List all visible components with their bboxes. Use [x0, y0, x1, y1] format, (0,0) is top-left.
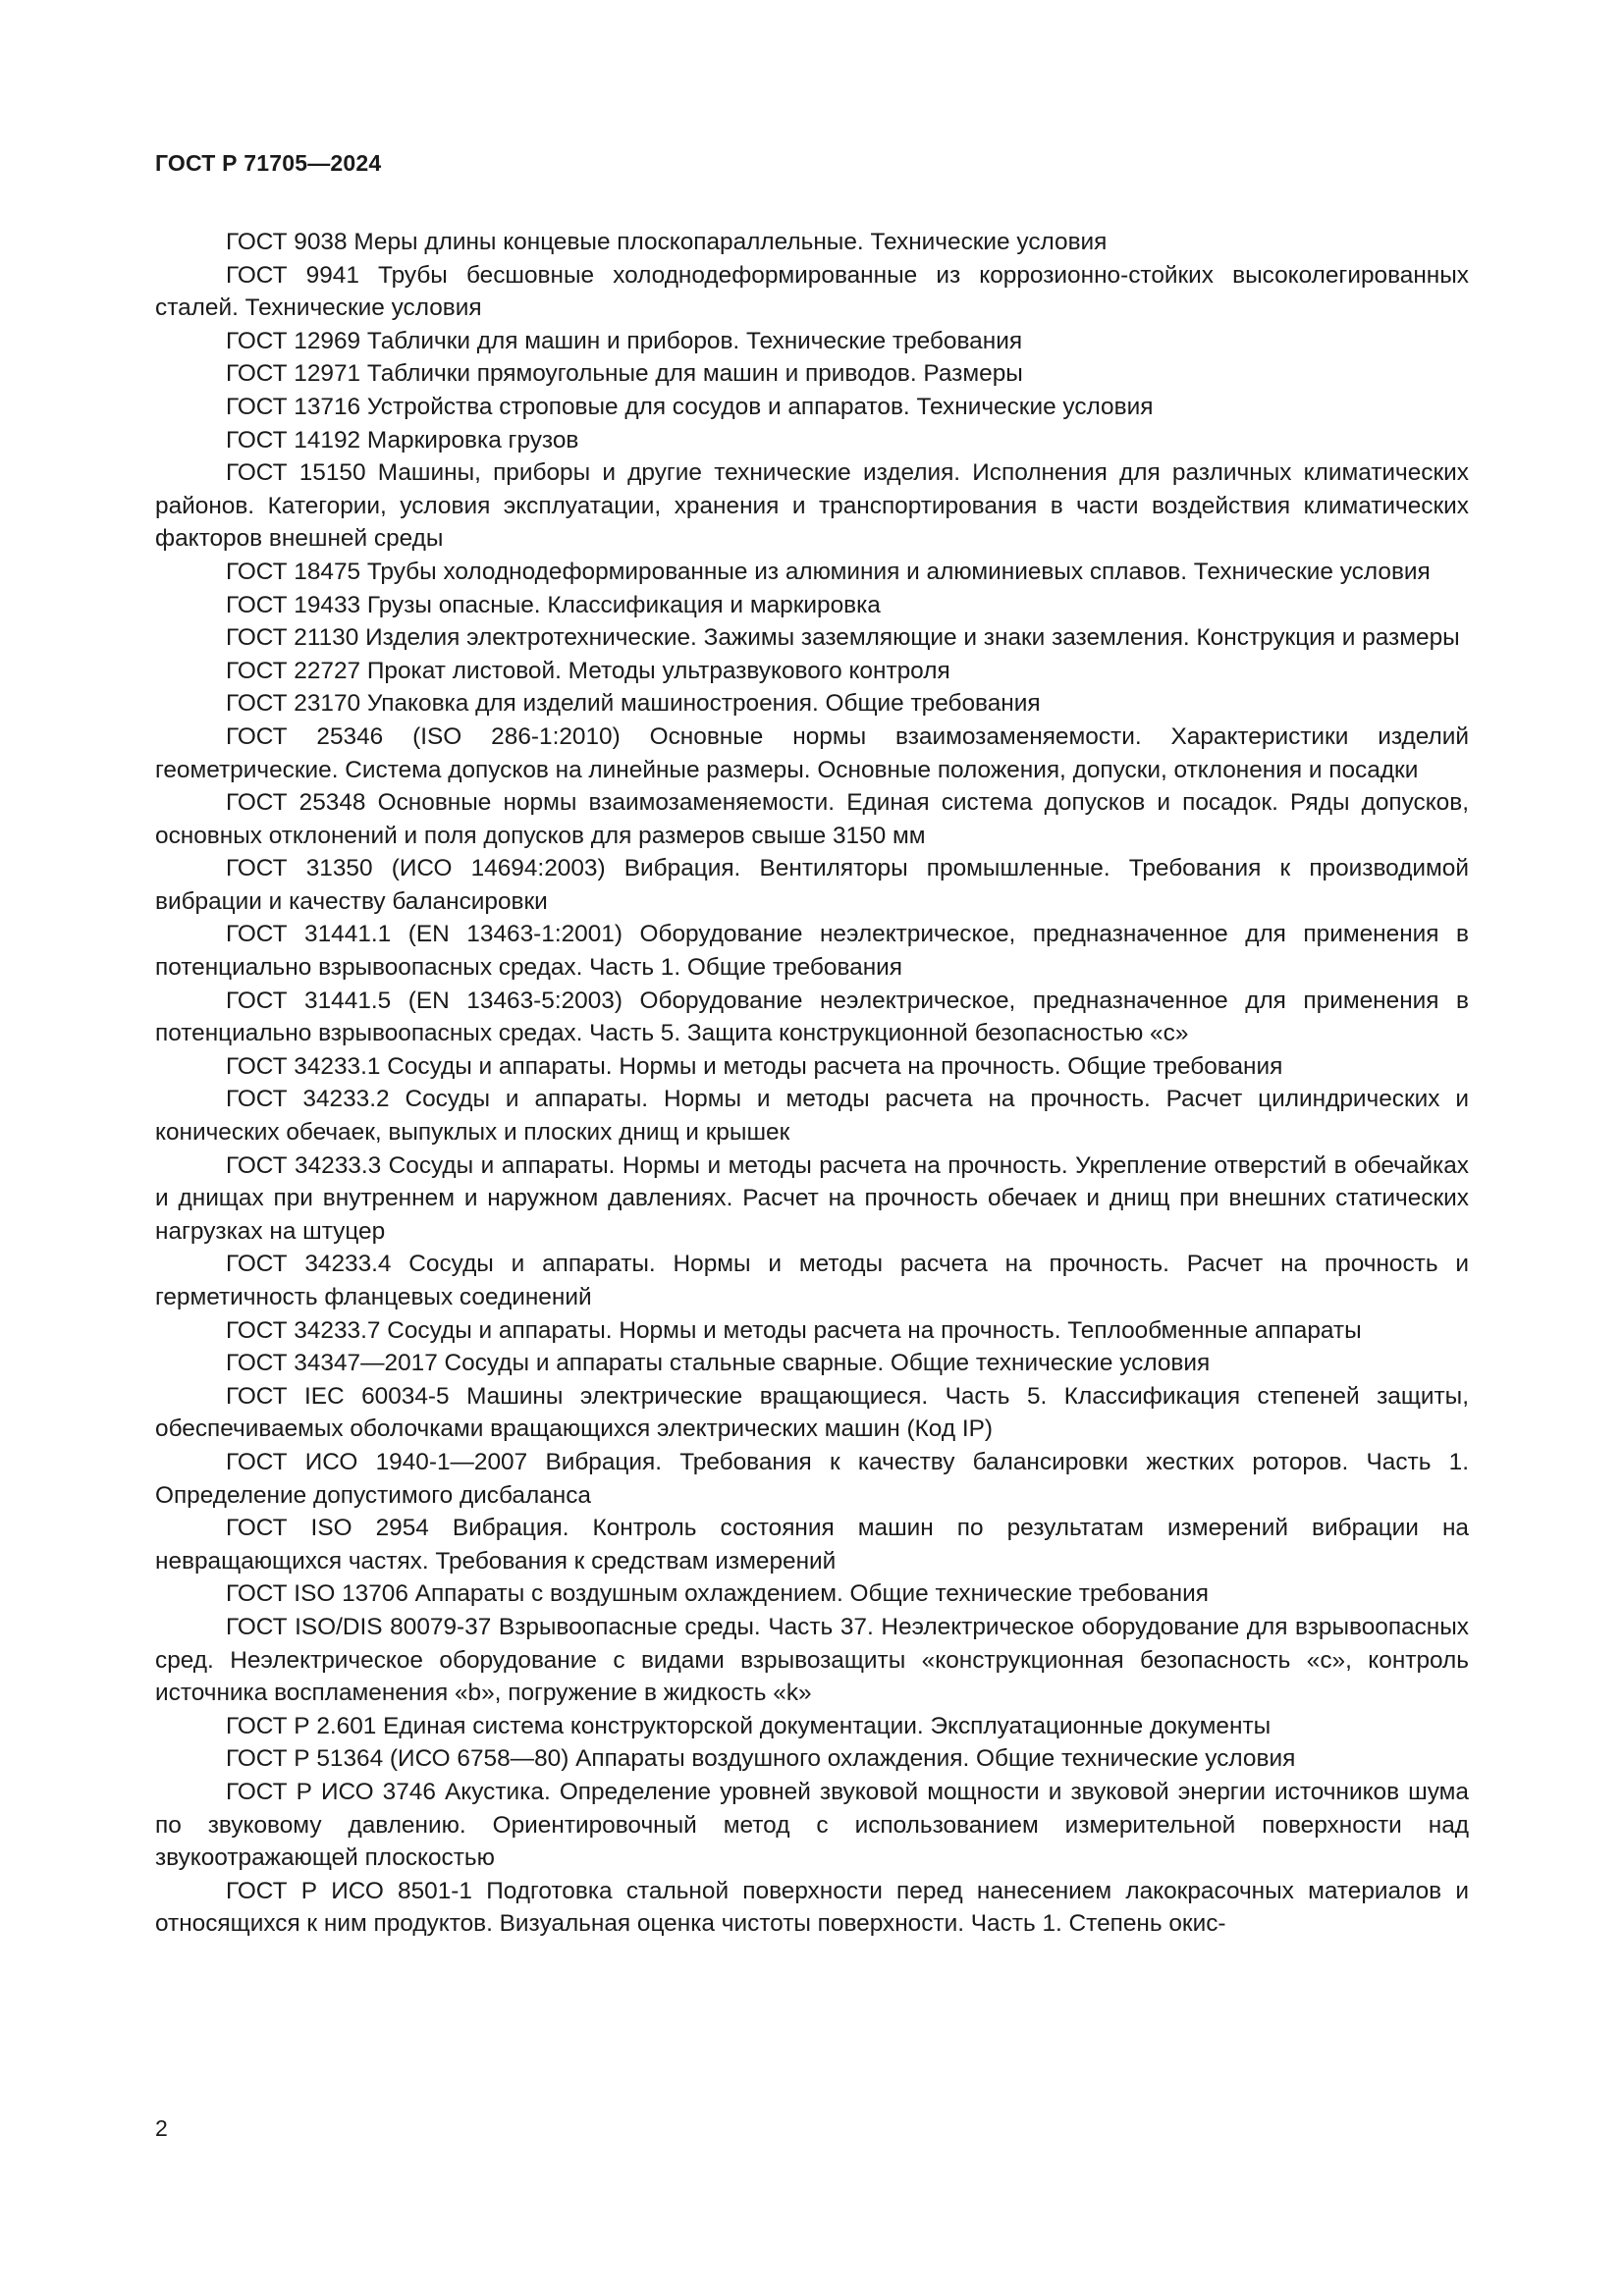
reference-item: ГОСТ 25346 (ISO 286-1:2010) Основные нормы взаимозаменяемости. Характеристики изделий геометрические. Система допусков на линейные размеры. Основные положения, допуски, отклонения и посадки — [155, 722, 1469, 783]
reference-item: ГОСТ Р 51364 (ИСО 6758—80) Аппараты воздушного охлаждения. Общие технические условия — [226, 1745, 1296, 1773]
reference-item: ГОСТ 21130 Изделия электротехнические. Зажимы заземляющие и знаки заземления. Конструкция и размеры — [226, 624, 1460, 652]
reference-item: ГОСТ Р ИСО 8501-1 Подготовка стальной поверхности перед нанесением лакокрасочных материалов и относящихся к ним продуктов. Визуальная оценка чистоты поверхности. Часть 1. Степень окис- — [155, 1877, 1469, 1938]
reference-item: ГОСТ Р ИСО 3746 Акустика. Определение уровней звуковой мощности и звуковой энергии источников шума по звуковому давлению. Ориентировочный метод с использованием измерительной поверхности над звукоотражающей плоскостью — [155, 1778, 1469, 1872]
reference-item: ГОСТ 18475 Трубы холоднодеформированные из алюминия и алюминиевых сплавов. Технические условия — [226, 558, 1431, 585]
reference-item: ГОСТ 22727 Прокат листовой. Методы ультразвукового контроля — [226, 657, 950, 684]
reference-item: ГОСТ 34233.1 Сосуды и аппараты. Нормы и методы расчета на прочность. Общие требования — [226, 1052, 1283, 1080]
reference-item: ГОСТ Р 2.601 Единая система конструкторской документации. Эксплуатационные документы — [226, 1712, 1272, 1739]
reference-item: ГОСТ 34233.7 Сосуды и аппараты. Нормы и методы расчета на прочность. Теплообменные аппараты — [226, 1316, 1362, 1344]
reference-item: ГОСТ 34233.2 Сосуды и аппараты. Нормы и методы расчета на прочность. Расчет цилиндрических и конических обечаек, выпуклых и плоских днищ и крышек — [155, 1086, 1469, 1147]
reference-item: ГОСТ IEC 60034-5 Машины электрические вращающиеся. Часть 5. Классификация степеней защиты, обеспечиваемых оболочками вращающихся электрических машин (Код IP) — [155, 1382, 1469, 1443]
reference-item: ГОСТ 12971 Таблички прямоугольные для машин и приводов. Размеры — [226, 360, 1023, 388]
reference-item: ГОСТ 9038 Меры длины концевые плоскопараллельные. Технические условия — [226, 229, 1108, 255]
reference-item: ГОСТ 23170 Упаковка для изделий машиностроения. Общие требования — [226, 690, 1041, 718]
reference-item: ГОСТ 19433 Грузы опасные. Классификация и маркировка — [226, 591, 881, 618]
reference-item: ГОСТ 31350 (ИСО 14694:2003) Вибрация. Вентиляторы промышленные. Требования к производимой вибрации и качеству балансировки — [155, 855, 1469, 915]
reference-item: ГОСТ 13716 Устройства строповые для сосудов и аппаратов. Технические условия — [226, 393, 1154, 420]
reference-item: ГОСТ ISO 13706 Аппараты с воздушным охлаждением. Общие технические требования — [226, 1580, 1209, 1608]
reference-item: ГОСТ 9941 Трубы бесшовные холоднодеформированные из коррозионно-стойких высоколегированных сталей. Технические условия — [155, 261, 1469, 322]
page-header: ГОСТ Р 71705—2024 — [155, 150, 382, 176]
references-list — [155, 226, 1469, 1941]
reference-item: ГОСТ 12969 Таблички для машин и приборов. Технические требования — [226, 327, 1023, 354]
reference-item: ГОСТ ISO/DIS 80079-37 Взрывоопасные среды. Часть 37. Неэлектрическое оборудование для взрывоопасных сред. Неэлектрическое оборудование с видами взрывозащиты «конструкционная безопасность «c», контроль источника воспламенения «b», погружение в жидкость «k» — [155, 1613, 1469, 1707]
reference-item: ГОСТ 14192 Маркировка грузов — [226, 426, 579, 454]
reference-item: ГОСТ ISO 2954 Вибрация. Контроль состояния машин по результатам измерений вибрации на невращающихся частях. Требования к средствам измерений — [155, 1515, 1469, 1575]
reference-item: ГОСТ ИСО 1940-1—2007 Вибрация. Требования к качеству балансировки жестких роторов. Часть 1. Определение допустимого дисбаланса — [155, 1448, 1469, 1509]
reference-item: ГОСТ 34347—2017 Сосуды и аппараты стальные сварные. Общие технические условия — [226, 1350, 1211, 1377]
reference-item: ГОСТ 34233.4 Сосуды и аппараты. Нормы и методы расчета на прочность. Расчет на прочность и герметичность фланцевых соединений — [155, 1251, 1469, 1310]
reference-item: ГОСТ 31441.1 (EN 13463-1:2001) Оборудование неэлектрическое, предназначенное для применения в потенциально взрывоопасных средах. Часть 1. Общие требования — [155, 921, 1469, 982]
page-number: 2 — [155, 2115, 168, 2141]
reference-item: ГОСТ 25348 Основные нормы взаимозаменяемости. Единая система допусков и посадок. Ряды допусков, основных отклонений и поля допусков для размеров свыше 3150 мм — [155, 789, 1469, 849]
reference-item: ГОСТ 15150 Машины, приборы и другие технические изделия. Исполнения для различных климатических районов. Категории, условия эксплуатации, хранения и транспортирования в части воздействия климатических факторов внешней среды — [155, 459, 1469, 553]
reference-item: ГОСТ 31441.5 (EN 13463-5:2003) Оборудование неэлектрическое, предназначенное для применения в потенциально взрывоопасных средах. Часть 5. Защита конструкционной безопасностью «c» — [155, 987, 1469, 1047]
reference-item: ГОСТ 34233.3 Сосуды и аппараты. Нормы и методы расчета на прочность. Укрепление отверстий в обечайках и днищах при внутреннем и наружном давлениях. Расчет на прочность обечаек и днищ при внешних статических нагрузках на штуцер — [155, 1151, 1469, 1245]
